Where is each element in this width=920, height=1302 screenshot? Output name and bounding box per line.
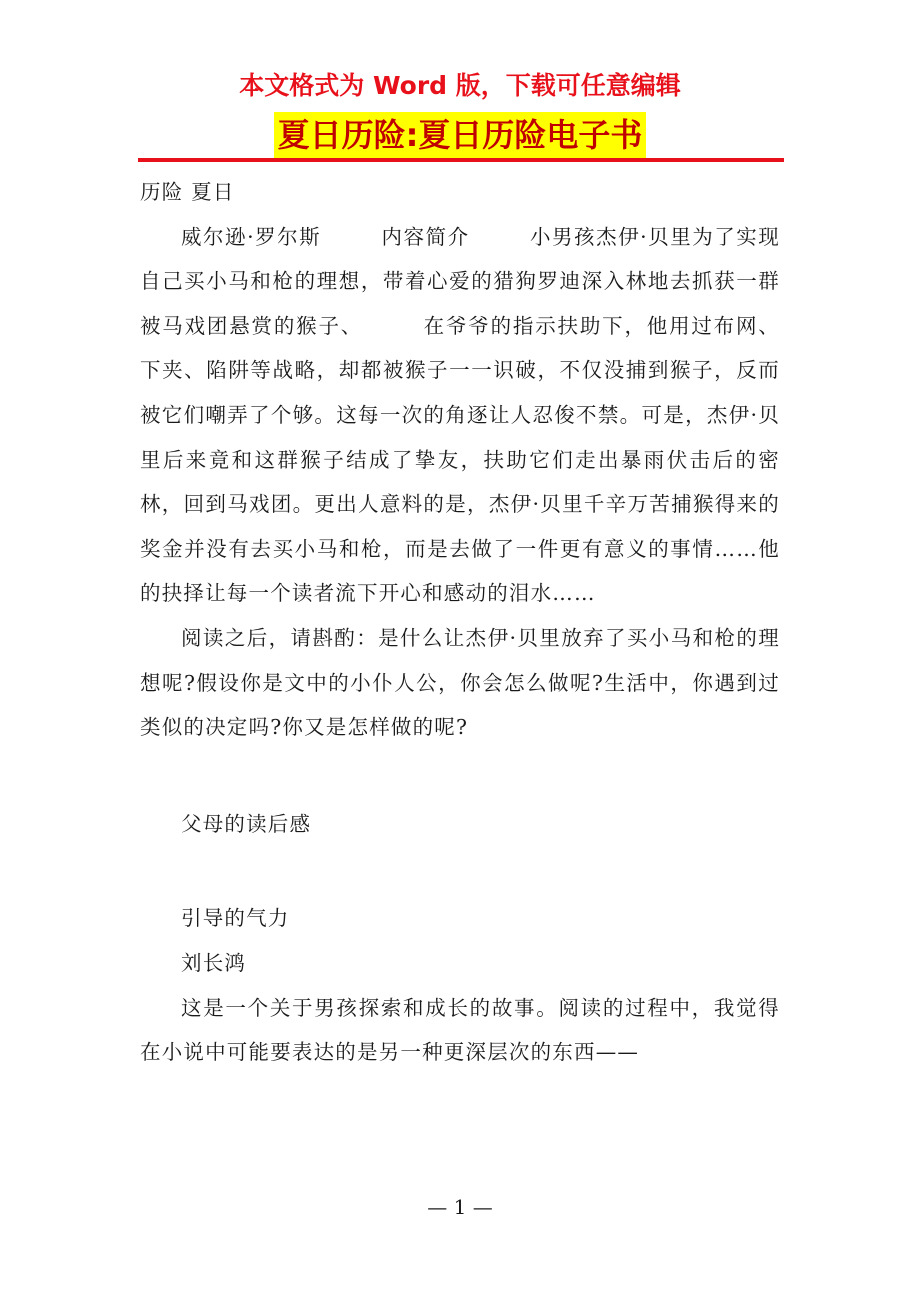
essay-title: 引导的气力 bbox=[181, 906, 290, 931]
keywords-line: 历险 夏日 bbox=[140, 180, 235, 204]
section-heading: 内容简介 bbox=[381, 224, 470, 249]
banner-notice: 本文格式为 Word 版，下载可任意编辑 bbox=[239, 71, 681, 100]
intro-text-a: 里为了实现自己买小马和枪的理想，带着心爱的猎狗罗迪深入林地去抓获一群被马戏团悬赏的猴子、 bbox=[140, 224, 780, 338]
document-title: 夏日历险:夏日历险电子书 bbox=[274, 112, 647, 158]
essay-author: 刘长鸿 bbox=[181, 950, 247, 975]
title-container bbox=[0, 112, 920, 158]
document-body bbox=[140, 170, 780, 1075]
essay-paragraph: 这是一个关于男孩探索和成长的故事。阅读的过程中，我觉得在小说中可能要表达的是另一种更深层次的东西—— bbox=[140, 995, 780, 1065]
page-number: — 1 — bbox=[427, 1195, 493, 1219]
intro-text-b: 在爷爷的指示扶助下，他用过布网、下夹、陷阱等战略，却都被猴子一一识破，不仅没捕到猴子，反而被它们嘲弄了个够。这每一次的角逐让人忍俊不禁。可是，杰伊·贝里后来竟和这群猴子结成了挚友，扶助它们走出暴雨伏击后的密林，回到马戏团。更出人意料的是，杰伊·贝里千辛万苦捕猴得来的奖金并没有去买小马和枪，而是去做了一件更有意义的事情……他的抉择让每一个读者流下开心和感动的泪水…… bbox=[140, 313, 780, 606]
title-divider bbox=[138, 158, 784, 162]
intro-start: 小男孩杰伊·贝 bbox=[529, 224, 671, 249]
reading-paragraph: 阅读之后，请斟酌：是什么让杰伊·贝里放弃了买小马和枪的理想呢?假设你是文中的小仆人公，你会怎么做呢?生活中，你遇到过类似的决定吗?你又是怎样做的呢? bbox=[140, 625, 780, 740]
blank-line bbox=[140, 846, 780, 896]
blank-line bbox=[140, 750, 780, 802]
intro-paragraph bbox=[140, 215, 780, 616]
author-name: 威尔逊·罗尔斯 bbox=[181, 224, 322, 249]
parents-heading: 父母的读后感 bbox=[181, 811, 312, 836]
